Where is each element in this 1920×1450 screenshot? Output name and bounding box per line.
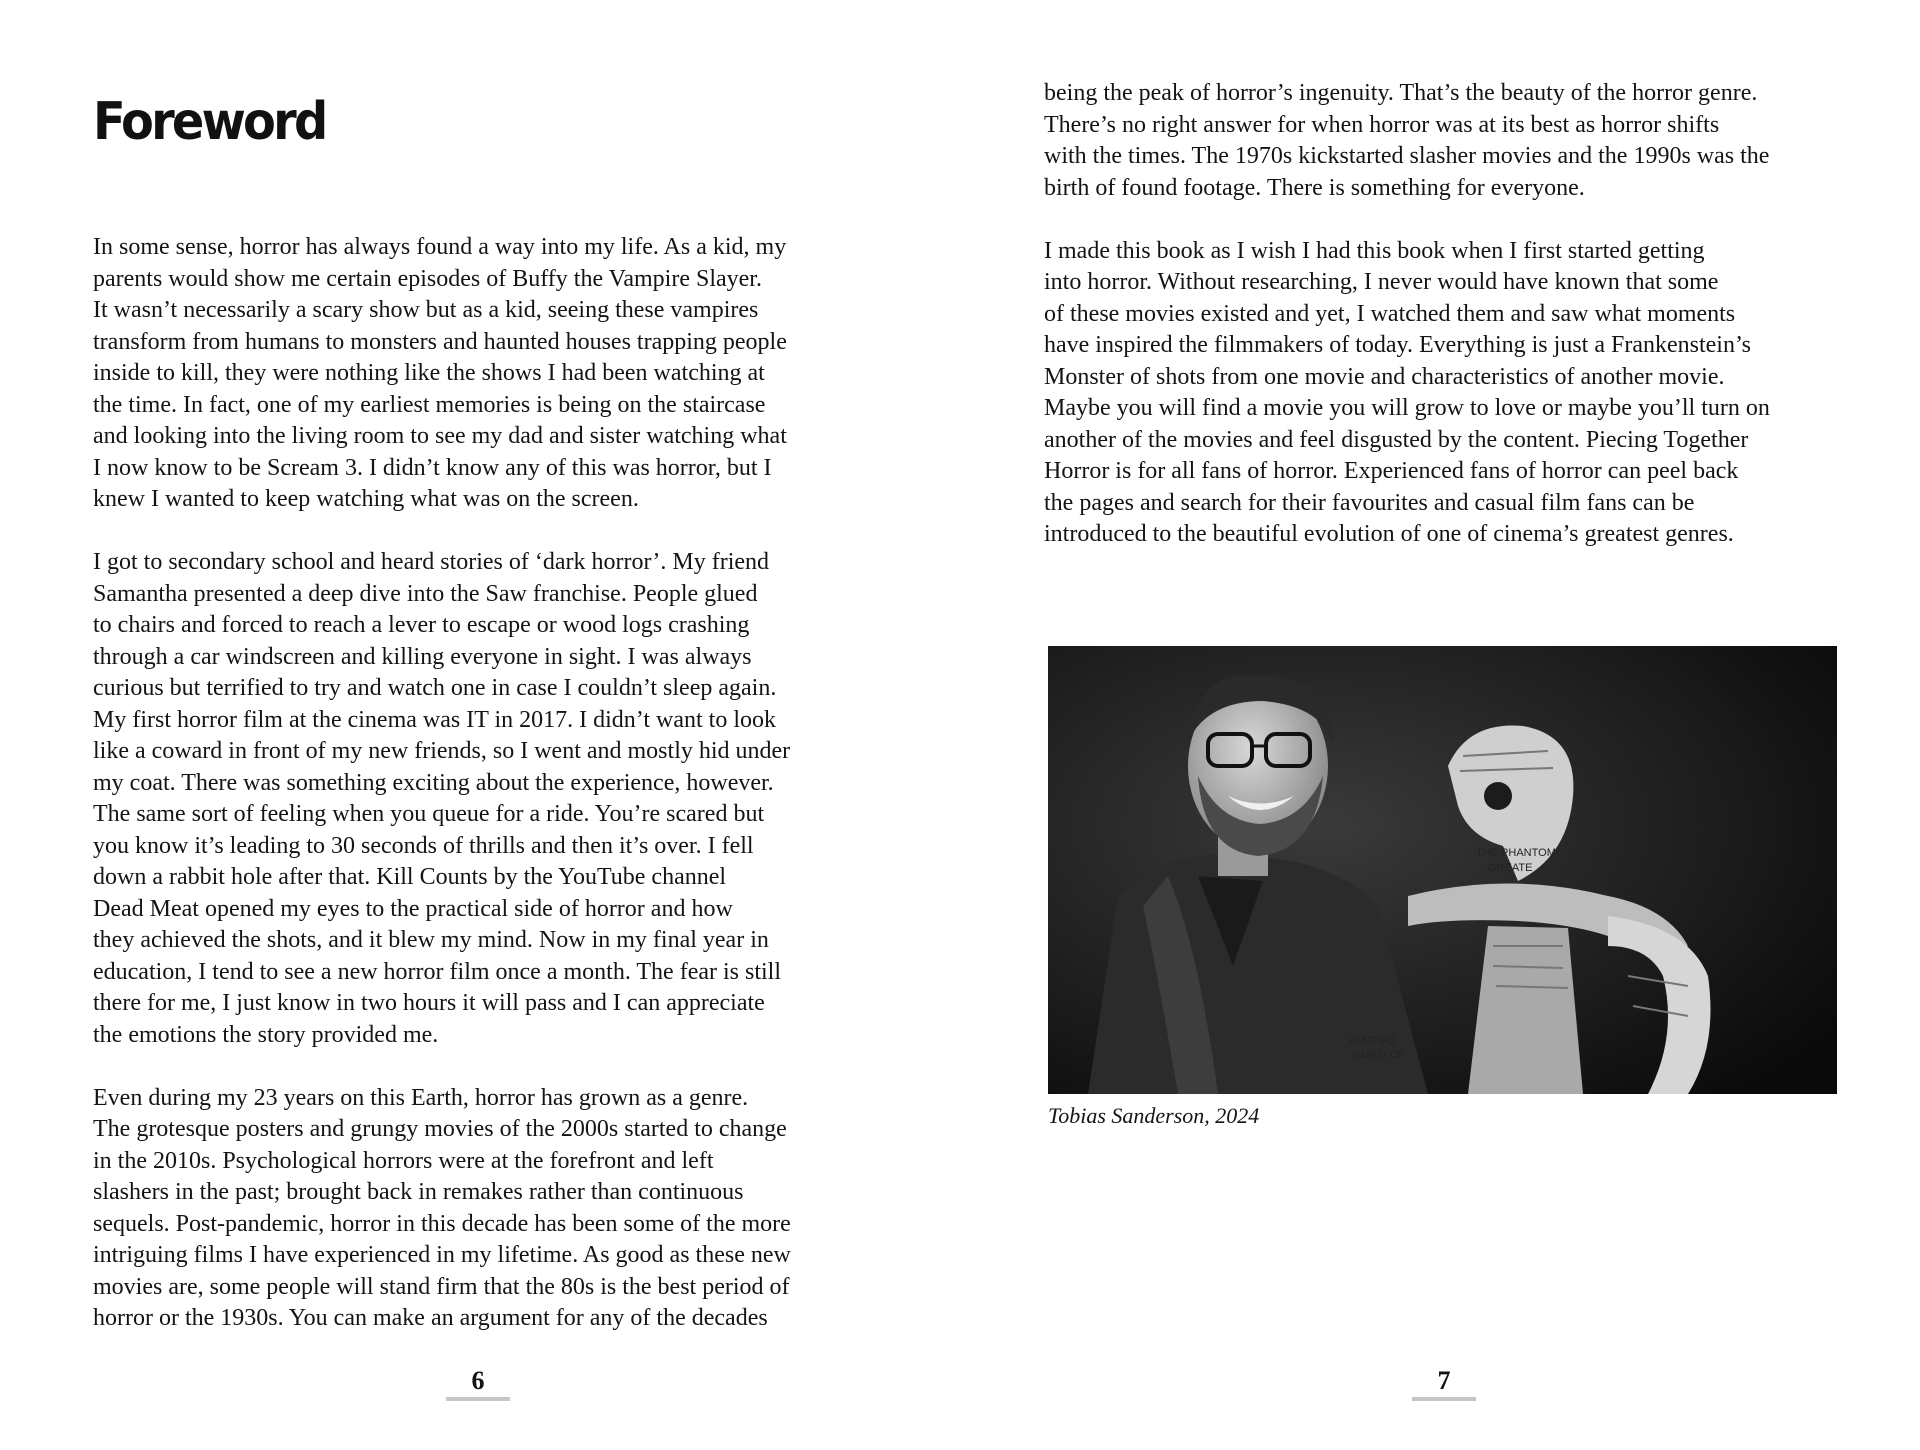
text-line: the pages and search for their favourites and casual film fans can be [1044, 489, 1695, 516]
body-paragraph [93, 232, 893, 516]
text-line: have inspired the filmmakers of today. Everything is just a Frankenstein’s [1044, 332, 1751, 358]
text-line: with the times. The 1970s kickstarted slasher movies and the 1990s was the [1044, 143, 1770, 169]
author-photo-illustration [1048, 646, 1837, 1094]
text-line: Even during my 23 years on this Earth, horror has grown as a genre. [93, 1084, 749, 1111]
photo-caption: Tobias Sanderson, 2024 [1048, 1103, 1260, 1128]
text-line: In some sense, horror has always found a way into my life. As a kid, my [93, 234, 787, 260]
text-line: being the peak of horror’s ingenuity. That’s the beauty of the horror genre. [1044, 80, 1758, 106]
page-number-underline [446, 1397, 510, 1401]
text-line: down a rabbit hole after that. Kill Counts by the YouTube channel [93, 864, 727, 890]
text-line: Samantha presented a deep dive into the Saw franchise. People glued [93, 580, 758, 607]
text-line: curious but terrified to try and watch one in case I couldn’t sleep again. [93, 675, 777, 701]
text-line: another of the movies and feel disgusted by the content. Piecing Together [1044, 426, 1749, 453]
text-line: Monster of shots from one movie and characteristics of another movie. [1044, 363, 1725, 390]
text-line: in the 2010s. Psychological horrors were at the forefront and left [93, 1147, 714, 1174]
text-line: intriguing films I have experienced in my lifetime. As good as these new [93, 1242, 791, 1268]
sculpture-text-3: VAMPIRE [1348, 1035, 1397, 1047]
left-body-text [93, 232, 893, 1366]
text-line: I made this book as I wish I had this book when I first started getting [1044, 237, 1705, 264]
body-paragraph [1044, 236, 1844, 551]
text-line: into horror. Without researching, I never would have known that some [1044, 269, 1719, 295]
text-line: through a car windscreen and killing everyone in sight. I was always [93, 643, 752, 670]
text-line: My first horror film at the cinema was IT in 2017. I didn’t want to look [93, 706, 776, 733]
text-line: I got to secondary school and heard stories of ‘dark horror’. My friend [93, 549, 770, 575]
text-line: slashers in the past; brought back in remakes rather than continuous [93, 1179, 744, 1205]
text-line: of these movies existed and yet, I watched them and saw what moments [1044, 300, 1736, 327]
text-line: I now know to be Scream 3. I didn’t know any of this was horror, but I [93, 454, 772, 481]
text-line: knew I wanted to keep watching what was on the screen. [93, 486, 639, 512]
text-line: transform from humans to monsters and haunted houses trapping people [93, 328, 787, 355]
text-line: Maybe you will find a movie you will grow to love or maybe you’ll turn on [1044, 395, 1770, 421]
text-line: the emotions the story provided me. [93, 1021, 439, 1048]
text-line: and looking into the living room to see my dad and sister watching what [93, 423, 787, 449]
text-line: there for me, I just know in two hours it will pass and I can appreciate [93, 990, 765, 1016]
sculpture-text-2: GREATE [1488, 862, 1533, 874]
page-number-6: 6 [471, 1366, 485, 1395]
body-paragraph [93, 1083, 893, 1335]
text-line: It wasn’t necessarily a scary show but as a kid, seeing these vampires [93, 297, 759, 323]
foreword-title: Foreword [93, 92, 326, 152]
sculpture-text-1: THE PHANTOM [1476, 847, 1556, 859]
text-line: my coat. There was something exciting about the experience, however. [93, 769, 774, 796]
text-line: to chairs and forced to reach a lever to escape or wood logs crashing [93, 612, 750, 638]
text-line: education, I tend to see a new horror film once a month. The fear is still [93, 958, 782, 985]
text-line: The grotesque posters and grungy movies of the 2000s started to change [93, 1116, 787, 1142]
author-photo [1048, 646, 1837, 1094]
text-line: Horror is for all fans of horror. Experienced fans of horror can peel back [1044, 458, 1739, 484]
page-number-underline [1412, 1397, 1476, 1401]
text-line: you know it’s leading to 30 seconds of thrills and then it’s over. I fell [93, 832, 754, 859]
text-line: The same sort of feeling when you queue for a ride. You’re scared but [93, 801, 765, 827]
text-line: inside to kill, they were nothing like the shows I had been watching at [93, 360, 765, 386]
text-line: they achieved the shots, and it blew my mind. Now in my final year in [93, 927, 769, 953]
text-line: movies are, some people will stand firm that the 80s is the best period of [93, 1273, 790, 1300]
sculpture-text-4: GUILD OF [1353, 1049, 1405, 1061]
text-line: like a coward in front of my new friends, so I went and mostly hid under [93, 738, 791, 764]
text-line: the time. In fact, one of my earliest memories is being on the staircase [93, 391, 766, 418]
right-body-text [1044, 78, 1844, 582]
text-line: Dead Meat opened my eyes to the practical side of horror and how [93, 895, 733, 922]
body-paragraph [93, 547, 893, 1051]
text-line: horror or the 1930s. You can make an argument for any of the decades [93, 1305, 768, 1331]
text-line: introduced to the beautiful evolution of one of cinema’s greatest genres. [1044, 521, 1734, 547]
text-line: There’s no right answer for when horror was at its best as horror shifts [1044, 111, 1720, 138]
text-line: parents would show me certain episodes of Buffy the Vampire Slayer. [93, 265, 762, 292]
page-number-7: 7 [1437, 1366, 1451, 1395]
text-line: sequels. Post-pandemic, horror in this decade has been some of the more [93, 1210, 791, 1237]
body-paragraph [1044, 78, 1844, 204]
right-page [960, 0, 1920, 1450]
text-line: birth of found footage. There is something for everyone. [1044, 174, 1585, 201]
